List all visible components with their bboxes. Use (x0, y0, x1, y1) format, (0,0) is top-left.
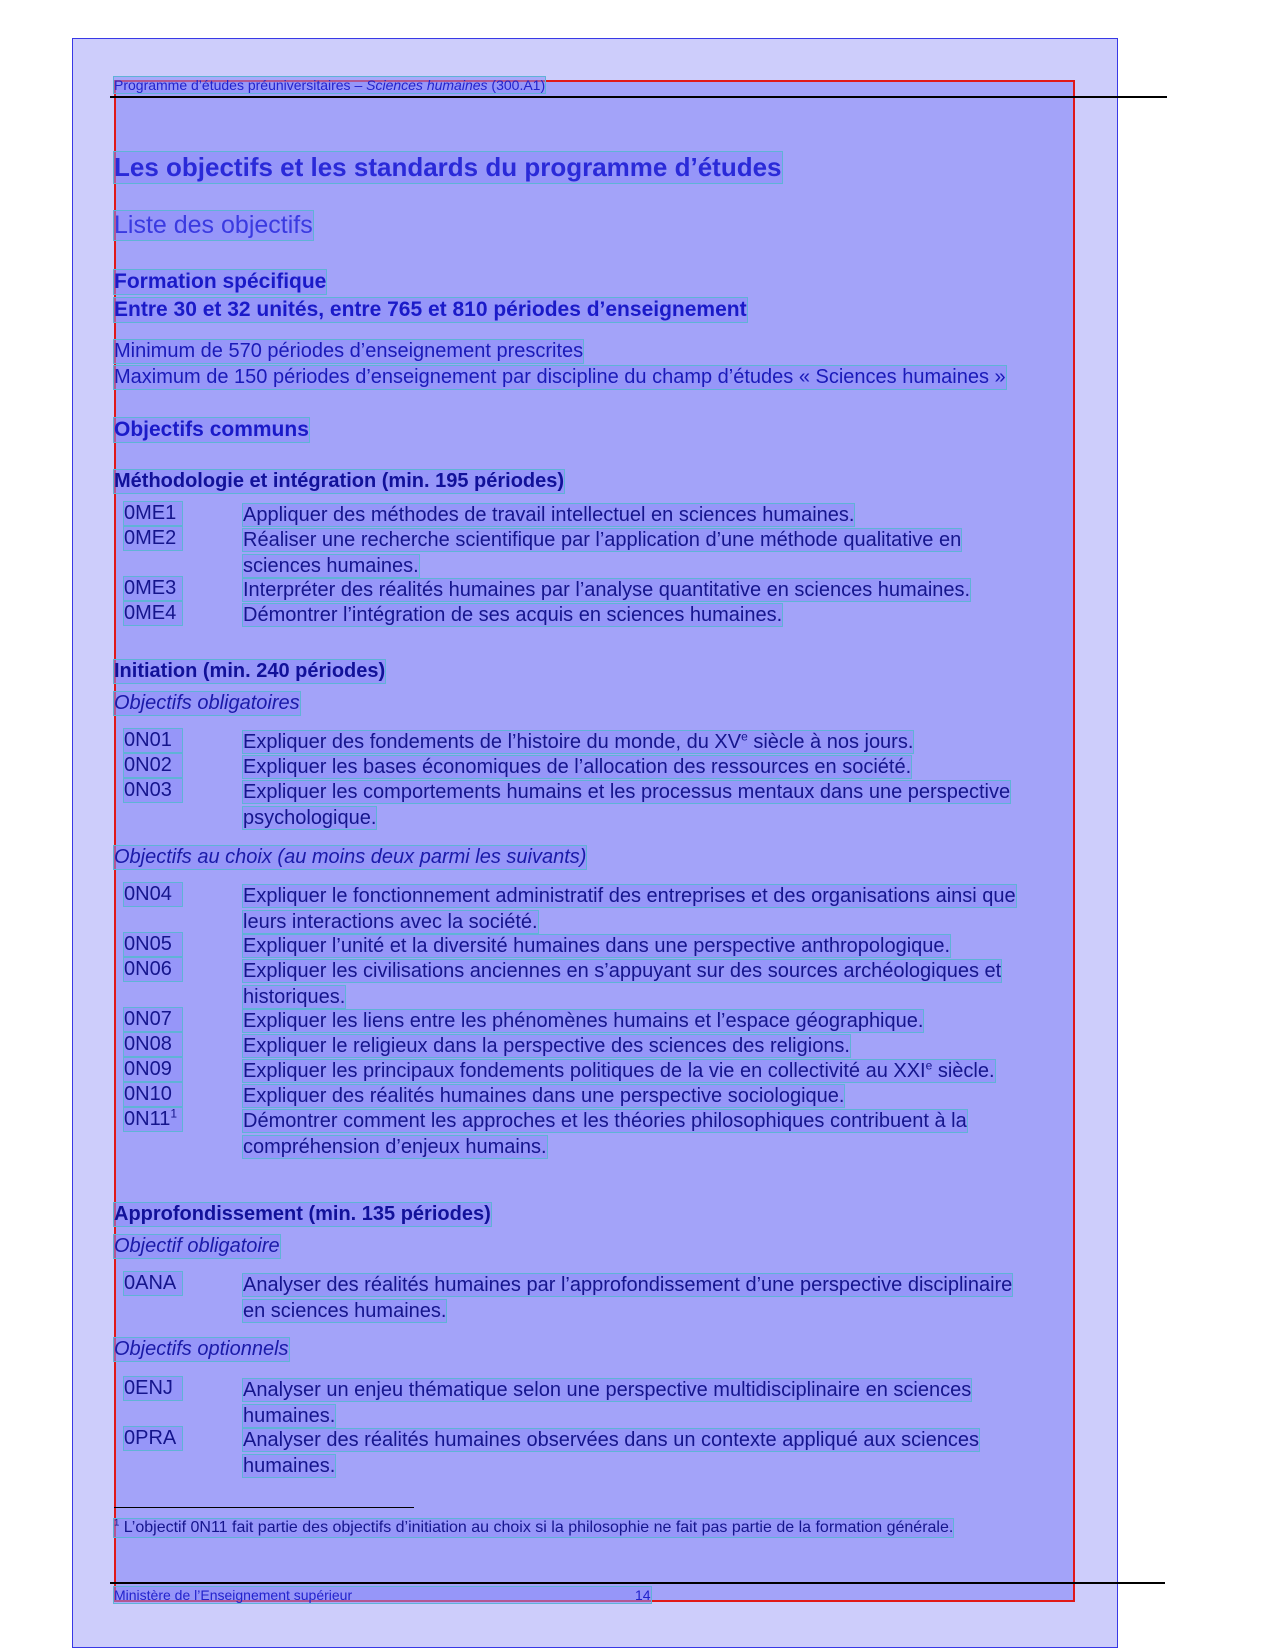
footer-ministry: Ministère de l’Enseignement supérieur (114, 1587, 353, 1603)
objective-code: 0ME2 (124, 527, 182, 550)
objective-description (243, 933, 1103, 959)
objective-code: $0N11^1$ (124, 1108, 182, 1131)
footnote-rule (114, 1507, 414, 1508)
objective-line: Expliquer les principaux fondements politiques de la vie en collectivité au XXIe siècle. (243, 1058, 995, 1082)
footnote-mark: 1 (114, 1517, 120, 1529)
objective-description (243, 1272, 1103, 1324)
objective-line: Appliquer des méthodes de travail intellectuel en sciences humaines. (243, 504, 855, 526)
specific-heading: Formation spécifique (114, 270, 327, 293)
objective-description (243, 1008, 1103, 1034)
objective-line: Interpréter des réalités humaines par l’analyse quantitative en sciences humaines. (243, 579, 971, 601)
objective-line: Démontrer comment les approches et les théories philosophiques contribuent à la (243, 1110, 967, 1132)
initiation-choice-label: Objectifs au choix (au moins deux parmi les suivants) (114, 846, 587, 868)
objective-line: Expliquer des fondements de l’histoire du monde, du XVe siècle à nos jours. (243, 729, 914, 753)
objective-code: 0N05 (124, 933, 182, 956)
footer-rule (110, 1582, 1165, 1584)
objective-description (243, 779, 1103, 831)
objective-code: 0N02 (124, 754, 182, 777)
objective-line: historiques. (243, 986, 346, 1008)
objective-code: 0PRA (124, 1427, 182, 1450)
objective-description (243, 958, 1103, 1010)
initiation-heading: Initiation (min. 240 périodes) (114, 660, 386, 682)
objective-description (243, 883, 1103, 935)
objective-line: Analyser des réalités humaines par l’approfondissement d’une perspective disciplinaire (243, 1274, 1013, 1296)
objective-description (243, 602, 1103, 628)
page-subtitle: Liste des objectifs (114, 211, 313, 239)
running-head-italic: Sciences humaines (366, 77, 488, 93)
objective-line: compréhension d’enjeux humains. (243, 1136, 547, 1158)
common-heading: Objectifs communs (114, 418, 309, 441)
objective-code: 0N08 (124, 1033, 182, 1056)
page-title: Les objectifs et les standards du programme d’études (114, 152, 782, 182)
objective-line: Expliquer les civilisations anciennes en s’appuyant sur des sources archéologiques et (243, 960, 1002, 982)
objective-line: Analyser des réalités humaines observées dans un contexte appliqué aux sciences (243, 1429, 979, 1451)
objective-code: 0N07 (124, 1008, 182, 1031)
objective-description (243, 729, 1103, 755)
footnote-text: L’objectif 0N11 fait partie des objectifs d’initiation au choix si la philosophie ne fait pas partie de la formation générale. (119, 1519, 954, 1536)
objective-line: humaines. (243, 1405, 336, 1427)
objective-code: 0N01 (124, 729, 182, 752)
footnote (114, 1519, 953, 1537)
objective-code: 0N06 (124, 958, 182, 981)
objective-line: Expliquer les comportements humains et les processus mentaux dans une perspective (243, 781, 1011, 803)
running-head-suffix: (300.A1) (487, 77, 546, 93)
objective-description (243, 502, 1103, 528)
footnote-ref: 1 (170, 1106, 178, 1121)
objective-line: en sciences humaines. (243, 1300, 447, 1322)
running-head-prefix: Programme d’études préuniversitaires – (114, 77, 367, 93)
objective-code: 0ME3 (124, 577, 182, 600)
methodology-heading: Méthodologie et intégration (min. 195 périodes) (114, 470, 565, 492)
specific-min-line: Minimum de 570 périodes d’enseignement prescrites (114, 340, 584, 362)
objective-code: 0ME4 (124, 602, 182, 625)
initiation-mandatory-label: Objectifs obligatoires (114, 692, 300, 714)
objective-line: Expliquer les bases économiques de l’allocation des ressources en société. (243, 756, 912, 778)
objective-description (243, 1377, 1103, 1429)
objective-description (243, 754, 1103, 780)
deepening-optional-label: Objectifs optionnels (114, 1338, 289, 1360)
objective-code: 0ENJ (124, 1377, 182, 1400)
header-rule (110, 96, 1167, 98)
objective-code: 0N03 (124, 779, 182, 802)
objective-code: 0ME1 (124, 502, 182, 525)
objective-line: sciences humaines. (243, 555, 419, 577)
objective-line: Expliquer l’unité et la diversité humaines dans une perspective anthropologique. (243, 935, 951, 957)
specific-units-heading: Entre 30 et 32 unités, entre 765 et 810 périodes d’enseignement (114, 298, 747, 321)
objective-description (243, 527, 1103, 579)
objective-line: Réaliser une recherche scientifique par l’application d’une méthode qualitative en (243, 529, 962, 551)
objective-description (243, 1108, 1103, 1160)
objective-line: Expliquer les liens entre les phénomènes humains et l’espace géographique. (243, 1010, 924, 1032)
running-head (114, 77, 545, 93)
objective-line: Expliquer le religieux dans la perspective des sciences des religions. (243, 1035, 850, 1057)
objective-description (243, 577, 1103, 603)
page-number: 14 (635, 1587, 651, 1603)
specific-max-line: Maximum de 150 périodes d’enseignement par discipline du champ d’études « Sciences humaines » (114, 366, 1006, 388)
objective-description (243, 1083, 1103, 1109)
objective-code: 0ANA (124, 1272, 182, 1295)
objective-description (243, 1427, 1103, 1479)
objective-line: Expliquer des réalités humaines dans une perspective sociologique. (243, 1085, 845, 1107)
objective-description (243, 1058, 1103, 1084)
objective-line: Démontrer l’intégration de ses acquis en sciences humaines. (243, 604, 783, 626)
objective-line: psychologique. (243, 807, 377, 829)
objective-description (243, 1033, 1103, 1059)
objective-line: humaines. (243, 1455, 336, 1477)
deepening-heading: Approfondissement (min. 135 périodes) (114, 1203, 491, 1225)
objective-code: 0N09 (124, 1058, 182, 1081)
objective-code: 0N04 (124, 883, 182, 906)
objective-line: Analyser un enjeu thématique selon une perspective multidisciplinaire en sciences (243, 1379, 972, 1401)
objective-line: leurs interactions avec la société. (243, 911, 538, 933)
deepening-mandatory-label: Objectif obligatoire (114, 1235, 280, 1257)
objective-line: Expliquer le fonctionnement administratif des entreprises et des organisations ainsi que (243, 885, 1016, 907)
footer (114, 1587, 651, 1603)
objective-code: 0N10 (124, 1083, 182, 1106)
